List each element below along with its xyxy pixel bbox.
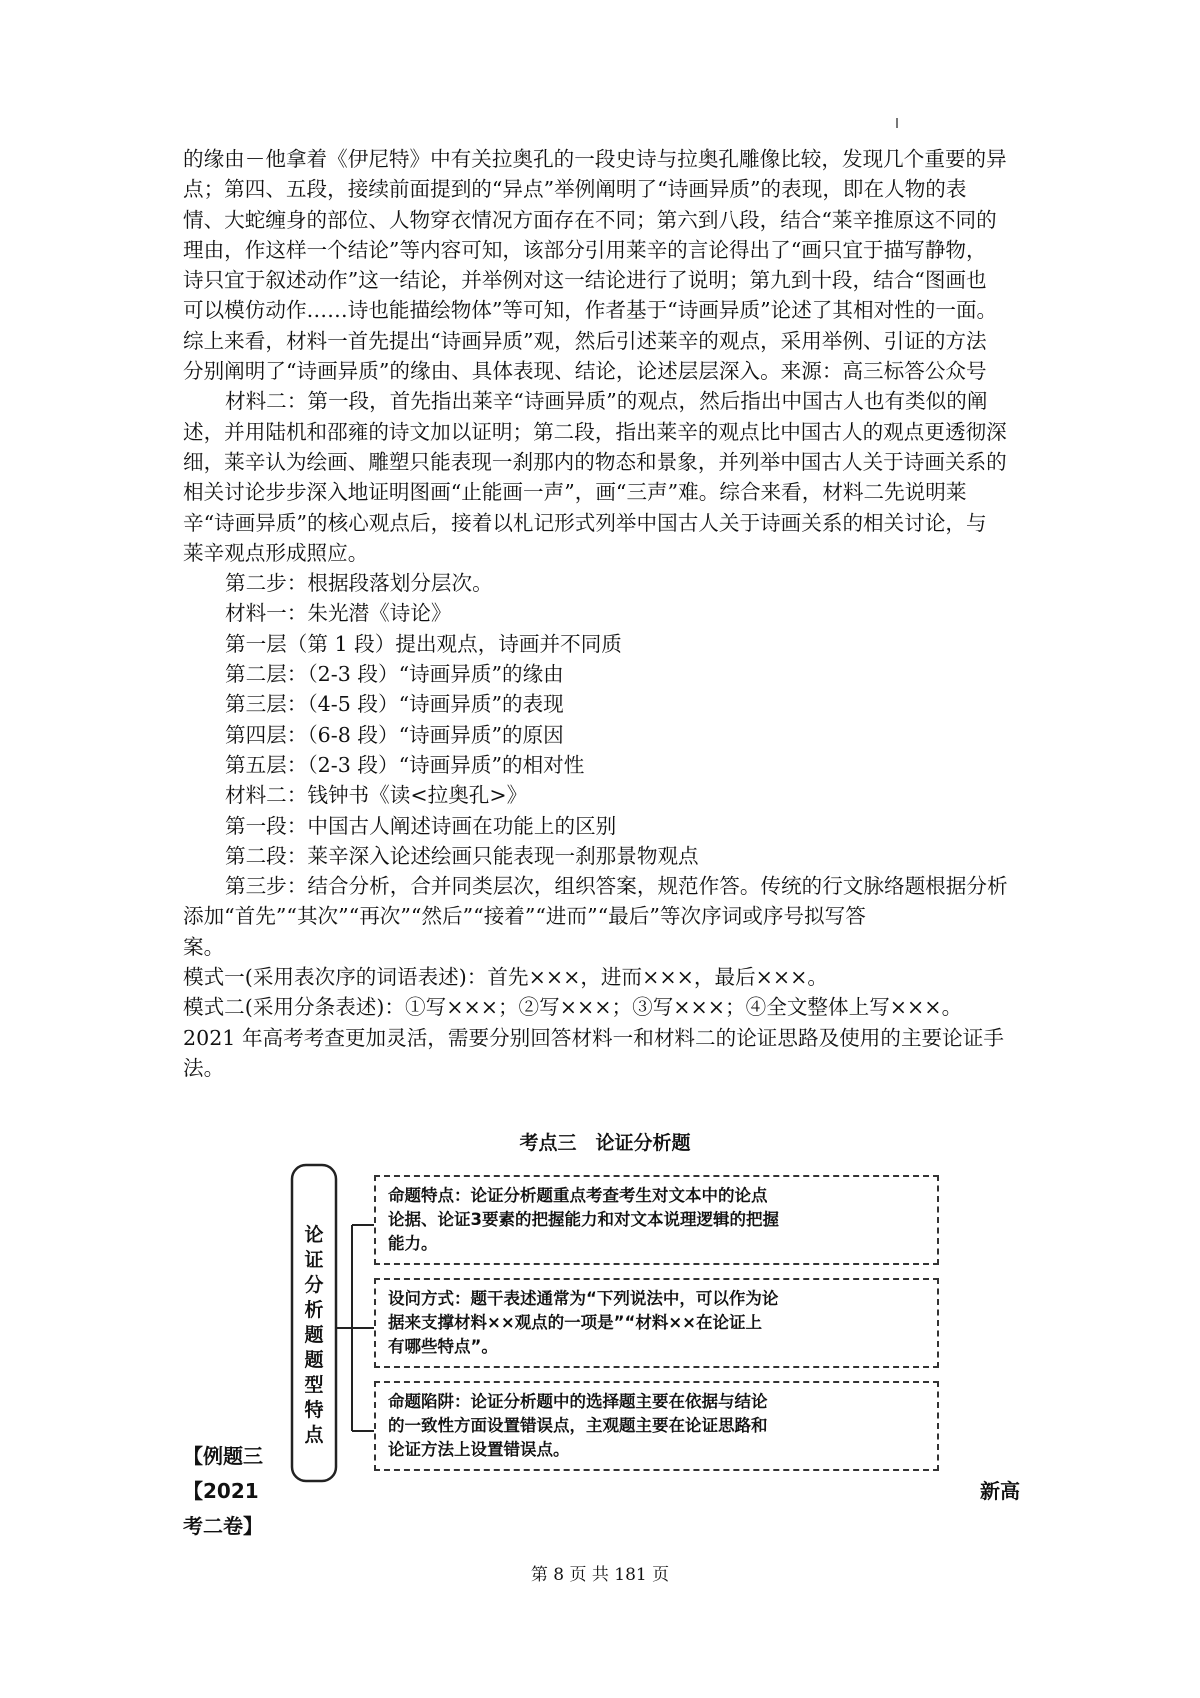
- example-exam: 新高: [980, 1479, 1020, 1503]
- text-line: 可以模仿动作……诗也能描绘物体”等可知，作者基于“诗画异质”论述了其相对性的一面。: [183, 298, 998, 323]
- text-line: 法。: [183, 1055, 225, 1080]
- box-line: 论据、论证3要素的把握能力和对文本说理逻辑的把握: [388, 1210, 779, 1229]
- page-mark: [896, 118, 898, 128]
- box-line: 论证方法上设置错误点。: [388, 1440, 570, 1459]
- text-line: 相关讨论步步深入地证明图画“止能画一声”，画“三声”难。综合来看，材料二先说明莱: [183, 480, 967, 505]
- box-line: 据来支撑材料××观点的一项是”“材料××在论证上: [388, 1313, 762, 1332]
- text-line: 材料一：朱光潜《诗论》: [225, 601, 452, 626]
- text-line: 的缘由－他拿着《伊尼特》中有关拉奥孔的一段史诗与拉奥孔雕像比较，发现几个重要的异: [183, 147, 1007, 171]
- text-line: 情、大蛇缠身的部位、人物穿衣情况方面存在不同；第六到八段，结合“莱辛推原这不同的: [183, 207, 997, 232]
- box-line: 的一致性方面设置错误点，主观题主要在论证思路和: [388, 1416, 768, 1435]
- text-line: 2021 年高考考查更加灵活，需要分别回答材料一和材料二的论证思路及使用的主要论证手: [183, 1025, 1004, 1050]
- diagram-box-traps: [374, 1381, 939, 1471]
- text-line: 第一段：中国古人阐述诗画在功能上的区别: [225, 813, 617, 838]
- section-heading: 考点三 论证分析题: [519, 1132, 691, 1154]
- text-line: 述，并用陆机和邵雍的诗文加以证明；第二段，指出莱辛的观点比中国古人的观点更透彻深: [183, 419, 1007, 444]
- text-line: 第二层：（2-3 段）“诗画异质”的缘由: [225, 662, 564, 687]
- box-line: 能力。: [388, 1234, 438, 1253]
- example-label: 【例题三: [183, 1444, 263, 1468]
- page-footer: 第 8 页 共 181 页: [530, 1565, 670, 1585]
- text-line: 案。: [183, 934, 225, 959]
- diagram-box-question-style: [374, 1278, 939, 1368]
- text-line: 辛“诗画异质”的核心观点后，接着以札记形式列举中国古人关于诗画关系的相关讨论，与: [183, 510, 987, 535]
- text-line: 诗只宜于叙述动作”这一结论，并举例对这一结论进行了说明；第九到十段，结合“图画也: [183, 268, 987, 293]
- text-line: 材料二：第一段，首先指出莱辛“诗画异质”的观点，然后指出中国古人也有类似的阐: [225, 389, 988, 414]
- text-line: 综上来看，材料一首先提出“诗画异质”观，然后引述莱辛的观点，采用举例、引证的方法: [183, 328, 987, 353]
- example-paper: 考二卷】: [183, 1514, 263, 1538]
- text-line: 第四层：（6-8 段）“诗画异质”的原因: [225, 722, 564, 747]
- box-line: 有哪些特点”。: [388, 1337, 498, 1356]
- text-line: 模式二(采用分条表述)：①写×××；②写×××；③写×××；④全文整体上写×××。: [183, 995, 963, 1020]
- text-line: 添加“首先”“其次”“再次”“然后”“接着”“进而”“最后”等次序词或序号拟写答: [183, 904, 866, 929]
- text-line: 模式一(采用表次序的词语表述)：首先×××，进而×××，最后×××。: [183, 965, 829, 990]
- diagram-root-label: 论证分析题题型特点: [304, 1224, 324, 1446]
- diagram-box-features: [374, 1175, 939, 1265]
- text-line: 第五层：（2-3 段）“诗画异质”的相对性: [225, 752, 585, 777]
- text-line: 细，莱辛认为绘画、雕塑只能表现一刹那内的物态和景象，并列举中国古人关于诗画关系的: [183, 449, 1007, 474]
- example-year: 【2021: [183, 1479, 259, 1503]
- text-line: 第三层：（4-5 段）“诗画异质”的表现: [225, 692, 564, 717]
- text-line: 点；第四、五段，接续前面提到的“异点”举例阐明了“诗画异质”的表现，即在人物的表: [183, 177, 967, 202]
- text-line: 材料二：钱钟书《读<拉奥孔>》: [225, 783, 528, 808]
- text-line: 第三步：结合分析，合并同类层次，组织答案，规范作答。传统的行文脉络题根据分析: [225, 874, 1008, 899]
- text-line: 第一层（第 1 段）提出观点，诗画并不同质: [225, 631, 622, 656]
- text-line: 第二步：根据段落划分层次。: [225, 571, 493, 596]
- text-line: 第二段：莱辛深入论述绘画只能表现一刹那景物观点: [225, 843, 699, 868]
- body-text: [183, 144, 1027, 1083]
- box-line: 命题陷阱：论证分析题中的选择题主要在依据与结论: [388, 1392, 768, 1411]
- concept-diagram: [290, 1163, 960, 1483]
- box-line: 设问方式：题干表述通常为“下列说法中，可以作为论: [388, 1289, 779, 1308]
- text-line: 理由，作这样一个结论”等内容可知，该部分引用莱辛的言论得出了“画只宜于描写静物，: [183, 237, 987, 262]
- text-line: 莱辛观点形成照应。: [183, 540, 369, 565]
- text-line: 分别阐明了“诗画异质”的缘由、具体表现、结论，论述层层深入。来源：高三标答公众号: [183, 359, 987, 384]
- box-line: 命题特点：论证分析题重点考查考生对文本中的论点: [388, 1186, 768, 1205]
